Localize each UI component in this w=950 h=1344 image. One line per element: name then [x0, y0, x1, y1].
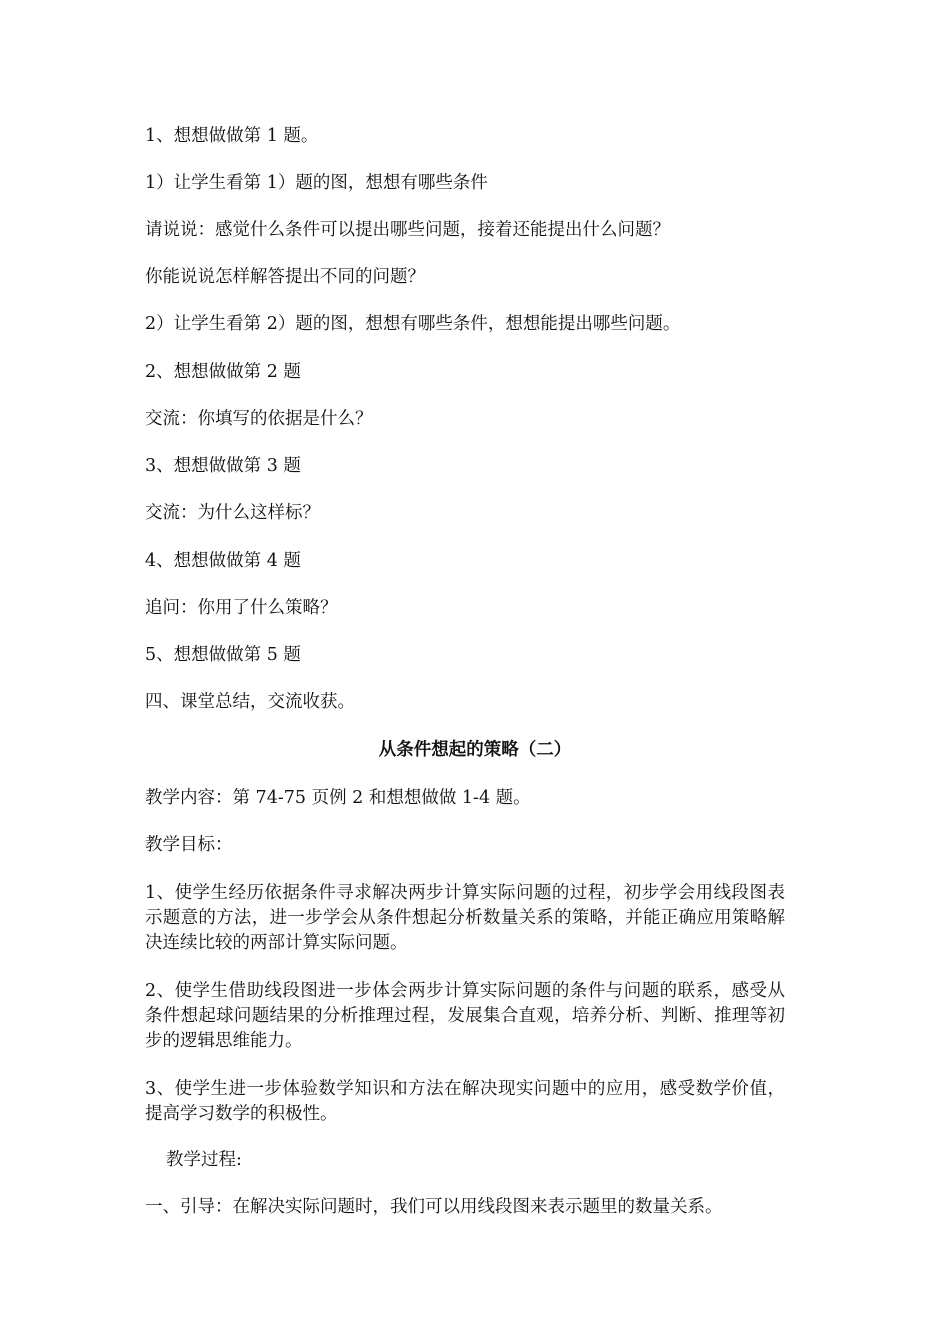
exercise-item-2: 2、想想做做第 2 题 [145, 362, 301, 382]
discussion-line: 交流：为什么这样标？ [145, 503, 320, 523]
exercise-sub-item-2: 2）让学生看第 2）题的图，想想有哪些条件，想想能提出哪些问题。 [145, 314, 681, 334]
objectives-label: 教学目标： [145, 835, 233, 855]
prompt-line: 你能说说怎样解答提出不同的问题？ [145, 267, 425, 287]
section-title: 从条件想起的策略（二） [378, 740, 572, 760]
exercise-item-4: 4、想想做做第 4 题 [145, 551, 301, 571]
prompt-line: 请说说：感觉什么条件可以提出哪些问题，接着还能提出什么问题？ [145, 220, 670, 240]
objective-paragraph-2: 2、使学生借助线段图进一步体会两步计算实际问题的条件与问题的联系，感受从条件想起球问题结果的分析推理过程，发展集合直观，培养分析、判断、推理等初步的逻辑思维能力。 [145, 981, 785, 1051]
exercise-item-1: 1、想想做做第 1 题。 [145, 126, 319, 146]
discussion-line: 交流：你填写的依据是什么？ [145, 409, 373, 429]
process-label: 教学过程: [166, 1150, 242, 1170]
exercise-sub-item-1: 1）让学生看第 1）题的图，想想有哪些条件 [145, 173, 488, 193]
content-line: 教学内容：第 74-75 页例 2 和想想做做 1-4 题。 [145, 788, 531, 808]
summary-line: 四、课堂总结，交流收获。 [145, 692, 355, 712]
intro-line: 一、引导：在解决实际问题时，我们可以用线段图来表示题里的数量关系。 [145, 1197, 723, 1217]
objective-paragraph-1: 1、使学生经历依据条件寻求解决两步计算实际问题的过程，初步学会用线段图表示题意的方法，进一步学会从条件想起分析数量关系的策略，并能正确应用策略解决连续比较的两部计算实际问题。 [145, 883, 785, 953]
exercise-item-3: 3、想想做做第 3 题 [145, 456, 301, 476]
discussion-line: 追问：你用了什么策略？ [145, 598, 338, 618]
objective-paragraph-3: 3、使学生进一步体验数学知识和方法在解决现实问题中的应用，感受数学价值，提高学习数学的积极性。 [145, 1079, 785, 1124]
exercise-item-5: 5、想想做做第 5 题 [145, 645, 301, 665]
